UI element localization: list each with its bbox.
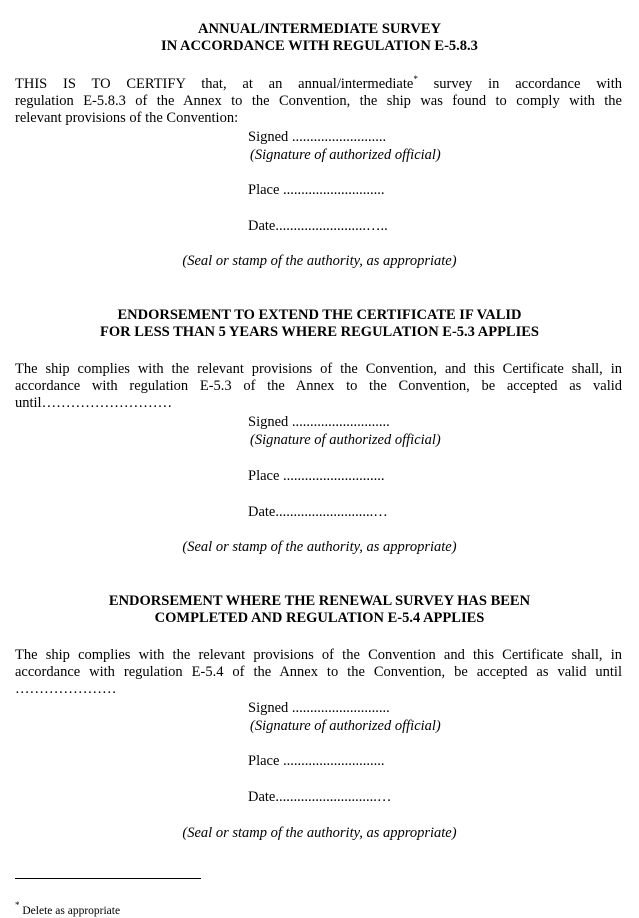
- section1-body-line3: relevant provisions of the Convention:: [15, 110, 239, 126]
- section2-body-line3: until………………………: [15, 395, 173, 411]
- section2-body-line1: The ship complies with the relevant provisions of the Convention, and this Certificate shall, in: [15, 361, 622, 377]
- section1-date-line: Date.........................…..: [248, 218, 388, 234]
- section1-certification-text: [15, 76, 622, 127]
- section1-title-line2: IN ACCORDANCE WITH REGULATION E-5.8.3: [161, 38, 478, 54]
- section3-signature-caption: (Signature of authorized official): [250, 718, 441, 734]
- section3-title-line1: ENDORSEMENT WHERE THE RENEWAL SURVEY HAS BEEN: [108, 593, 531, 609]
- section2-title-line2: FOR LESS THAN 5 YEARS WHERE REGULATION E-5.3 APPLIES: [100, 324, 539, 340]
- section2-body-line2: accordance with regulation E-5.3 of the Annex to the Convention, be accepted as valid: [15, 378, 622, 394]
- footnote-marker: *: [15, 899, 20, 910]
- section1-seal-note: (Seal or stamp of the authority, as appropriate): [182, 253, 457, 269]
- section3-endorsement-text: [15, 647, 622, 698]
- section3-seal-note: (Seal or stamp of the authority, as appropriate): [182, 825, 457, 841]
- section2-title: [0, 307, 639, 341]
- footnote-reference-marker: *: [413, 74, 418, 84]
- section3-title-line2: COMPLETED AND REGULATION E-5.4 APPLIES: [154, 610, 485, 626]
- section2-signed-line: Signed ...........................: [248, 414, 390, 430]
- section1-signature-caption: (Signature of authorized official): [250, 147, 441, 163]
- section1-title: [0, 21, 639, 55]
- section1-signed-line: Signed ..........................: [248, 129, 387, 145]
- section3-body-line2: accordance with regulation E-5.4 of the Annex to the Convention, be accepted as valid until: [15, 664, 622, 680]
- section1-body-line1-a: THIS IS TO CERTIFY that, at an annual/intermediate: [15, 76, 414, 92]
- footnote-text: Delete as appropriate: [19, 904, 121, 917]
- section3-title: [0, 593, 639, 627]
- section2-title-line1: ENDORSEMENT TO EXTEND THE CERTIFICATE IF VALID: [117, 307, 522, 323]
- section1-body-line1-b: survey in accordance with: [417, 76, 622, 92]
- section2-date-line: Date...........................…: [248, 504, 388, 520]
- section2-seal-note: (Seal or stamp of the authority, as appropriate): [182, 539, 457, 555]
- section3-body-line3: …………………: [15, 681, 117, 697]
- section2-place-line: Place ............................: [248, 468, 385, 484]
- section3-date-line: Date............................…: [248, 789, 392, 805]
- section2-endorsement-text: [15, 361, 622, 412]
- section3-signed-line: Signed ...........................: [248, 700, 390, 716]
- footnote: [15, 899, 121, 918]
- section3-place-line: Place ............................: [248, 753, 385, 769]
- section1-body-line2: regulation E-5.8.3 of the Annex to the Convention, the ship was found to comply with the: [15, 93, 622, 109]
- section3-body-line1: The ship complies with the relevant provisions of the Convention and this Certificate shall, in: [15, 647, 622, 663]
- section1-body-line1: [15, 76, 622, 93]
- footnote-divider: [15, 878, 201, 879]
- section1-place-line: Place ............................: [248, 182, 385, 198]
- section1-title-line1: ANNUAL/INTERMEDIATE SURVEY: [198, 21, 441, 37]
- section2-signature-caption: (Signature of authorized official): [250, 432, 441, 448]
